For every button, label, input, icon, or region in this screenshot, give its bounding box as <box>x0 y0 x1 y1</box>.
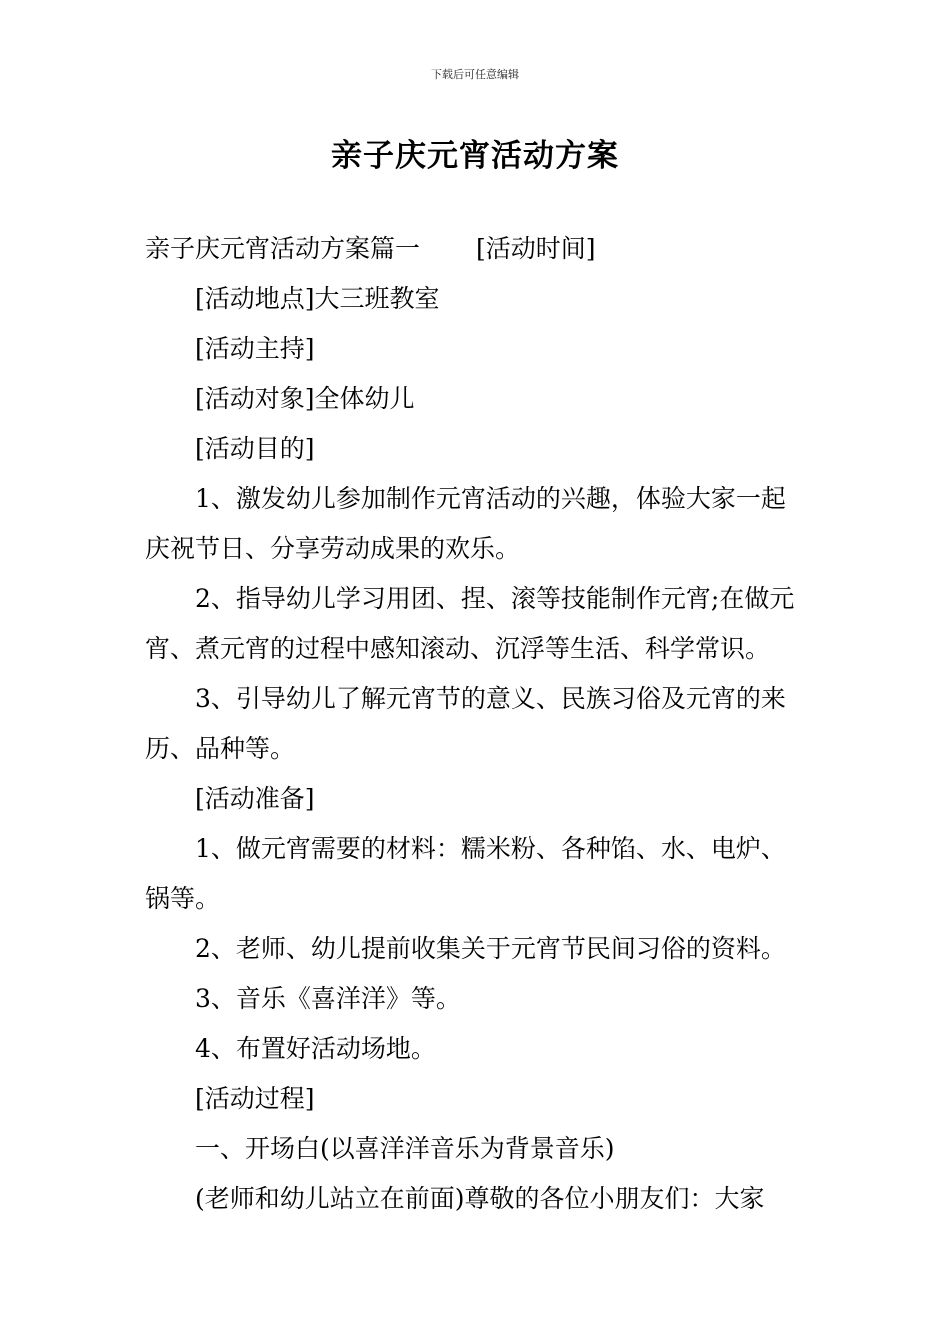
paragraph: 一、开场白(以喜洋洋音乐为背景音乐) <box>195 1134 615 1163</box>
document-title: 亲子庆元宵活动方案 <box>331 138 619 174</box>
paragraph: 2、老师、幼儿提前收集关于元宵节民间习俗的资料。 <box>195 934 786 963</box>
paragraph: (老师和幼儿站立在前面)尊敬的各位小朋友们：大家 <box>195 1184 765 1213</box>
paragraph: 1、做元宵需要的材料：糯米粉、各种馅、水、电炉、锅等。 <box>145 834 786 913</box>
paragraph: [活动主持] <box>195 334 315 363</box>
document-body <box>145 224 810 1224</box>
paragraph: 3、引导幼儿了解元宵节的意义、民族习俗及元宵的来历、品种等。 <box>145 684 786 763</box>
paragraph: 4、布置好活动场地。 <box>195 1034 436 1063</box>
paragraph: [活动对象]全体幼儿 <box>195 384 415 413</box>
paragraph: [活动过程] <box>195 1084 315 1113</box>
paragraph: [活动地点]大三班教室 <box>195 284 440 313</box>
paragraph-first-line <box>145 224 810 274</box>
header-note: 下载后可任意编辑 <box>431 68 519 81</box>
paragraph: 3、音乐《喜洋洋》等。 <box>195 984 461 1013</box>
activity-time-label: [活动时间] <box>476 234 596 263</box>
paragraph: 1、激发幼儿参加制作元宵活动的兴趣，体验大家一起庆祝节日、分享劳动成果的欢乐。 <box>145 484 786 563</box>
paragraph: [活动准备] <box>195 784 315 813</box>
section-heading: 亲子庆元宵活动方案篇一 <box>145 234 421 263</box>
paragraph: 2、指导幼儿学习用团、捏、滚等技能制作元宵;在做元宵、煮元宵的过程中感知滚动、沉浮等生活、科学常识。 <box>145 584 795 663</box>
paragraph: [活动目的] <box>195 434 315 463</box>
